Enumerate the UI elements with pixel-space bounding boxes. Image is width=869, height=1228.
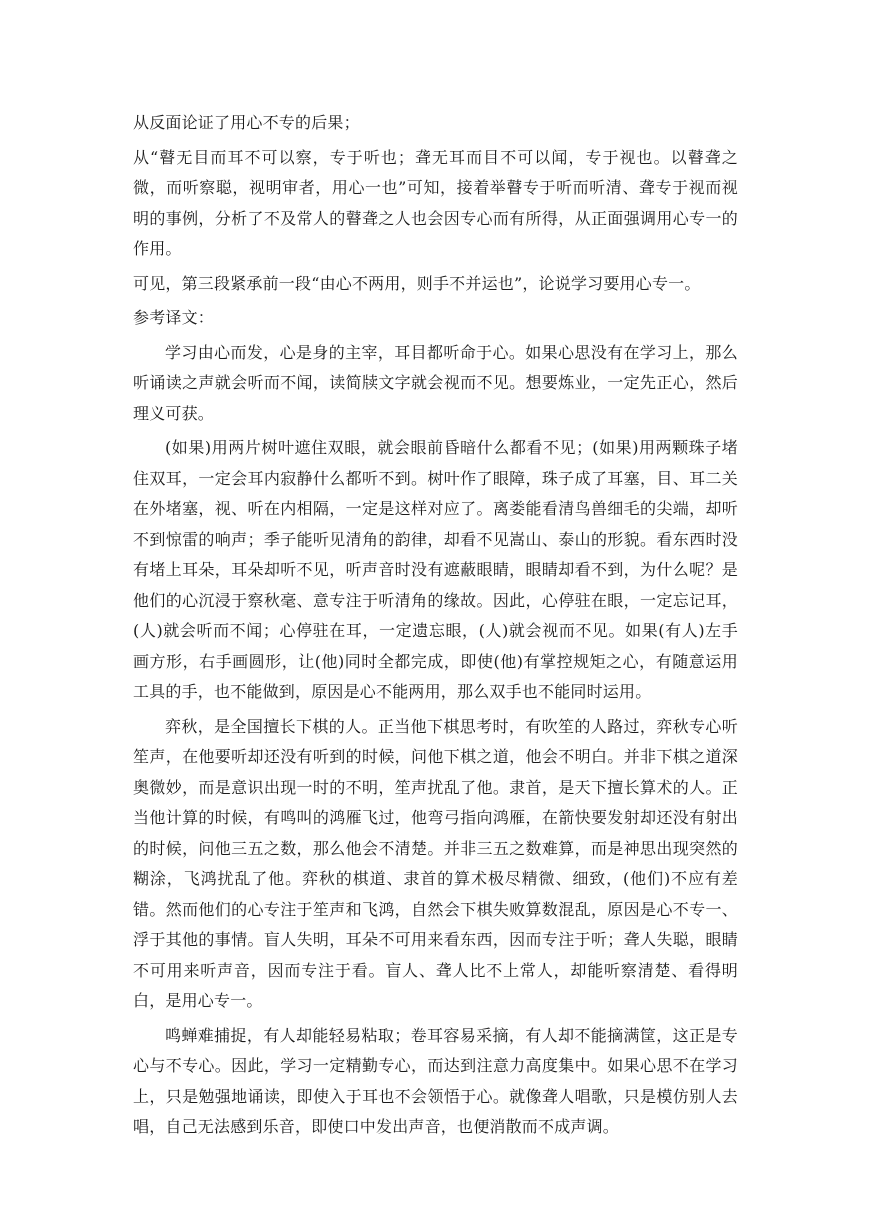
document-body — [133, 108, 738, 1143]
translation-heading: 参考译文： — [133, 308, 215, 327]
paragraph-summary: 可见，第三段紧承前一段“由心不两用，则手不并运也”，论说学习要用心专一。 — [133, 273, 701, 293]
translation-paragraph-3: 弈秋，是全国擅长下棋的人。正当他下棋思考时，有吹笙的人路过，弈秋专心听笙声，在他要听却还没有听到的时候，问他下棋之道，他会不明白。并非下棋之道深奥微妙，而是意识出现一时的不明，笙声扰乱了他。隶首，是天下擅长算术的人。正当他计算的时候，有鸣叫的鸿雁飞过，他弯弓指向鸿雁，在箭快要发射却还没有射出的时候，问他三五之数，那么他会不清楚。并非三五之数难算，而是神思出现突然的糊涂，飞鸿扰乱了他。弈秋的棋道、隶首的算术极尽精微、细致，(他们)不应有差错。然而他们的心专注于笙声和飞鸿，自然会下棋失败算数混乱，原因是心不专一、浮于其他的事情。盲人失明，耳朵不可用来看东西，因而专注于听；聋人失聪，眼睛不可用来听声音，因而专注于看。盲人、聋人比不上常人，却能听察清楚、看得明白，是用心专一。 — [133, 716, 738, 1010]
paragraph-conclusion-negative: 从反面论证了用心不专的后果； — [133, 113, 360, 132]
translation-paragraph-1: 学习由心而发，心是身的主宰，耳目都听命于心。如果心思没有在学习上，那么听诵读之声就会听而不闻，读简牍文字就会视而不见。想要炼业，一定先正心，然后理义可获。 — [133, 342, 738, 423]
paragraph-analysis-positive: 从“瞽无目而耳不可以察，专于听也；聋无耳而目不可以闻，专于视也。以瞽聋之微，而听察聪，视明审者，用心一也”可知，接着举瞽专于听而听清、聋专于视而视明的事例，分析了不及常人的瞽聋之人也会因专心而有所得，从正面强调用心专一的作用。 — [133, 147, 738, 258]
translation-paragraph-4: 鸣蝉难捕捉，有人却能轻易粘取；卷耳容易采摘，有人却不能摘满筐，这正是专心与不专心。因此，学习一定精勤专心，而达到注意力高度集中。如果心思不在学习上，只是勉强地诵读，即使入于耳也不会领悟于心。就像聋人唱歌，只是模仿别人去唱，自己无法感到乐音，即使口中发出声音，也便消散而不成声调。 — [133, 1025, 738, 1136]
translation-paragraph-2: (如果)用两片树叶遮住双眼，就会眼前昏暗什么都看不见；(如果)用两颗珠子堵住双耳，一定会耳内寂静什么都听不到。树叶作了眼障，珠子成了耳塞，目、耳二关在外堵塞，视、听在内相隔，一定是这样对应了。离娄能看清鸟兽细毛的尖端，却听不到惊雷的响声；季子能听见清角的韵律，却看不见嵩山、泰山的形貌。看东西时没有堵上耳朵，耳朵却听不见，听声音时没有遮蔽眼睛，眼睛却看不到，为什么呢？是他们的心沉浸于察秋毫、意专注于听清角的缘故。因此，心停驻在眼，一定忘记耳，(人)就会听而不闻；心停驻在耳，一定遗忘眼，(人)就会视而不见。如果(有人)左手画方形，右手画圆形，让(他)同时全都完成，即使(他)有掌控规矩之心，有随意运用工具的手，也不能做到，原因是心不能两用，那么双手也不能同时运用。 — [133, 438, 738, 701]
